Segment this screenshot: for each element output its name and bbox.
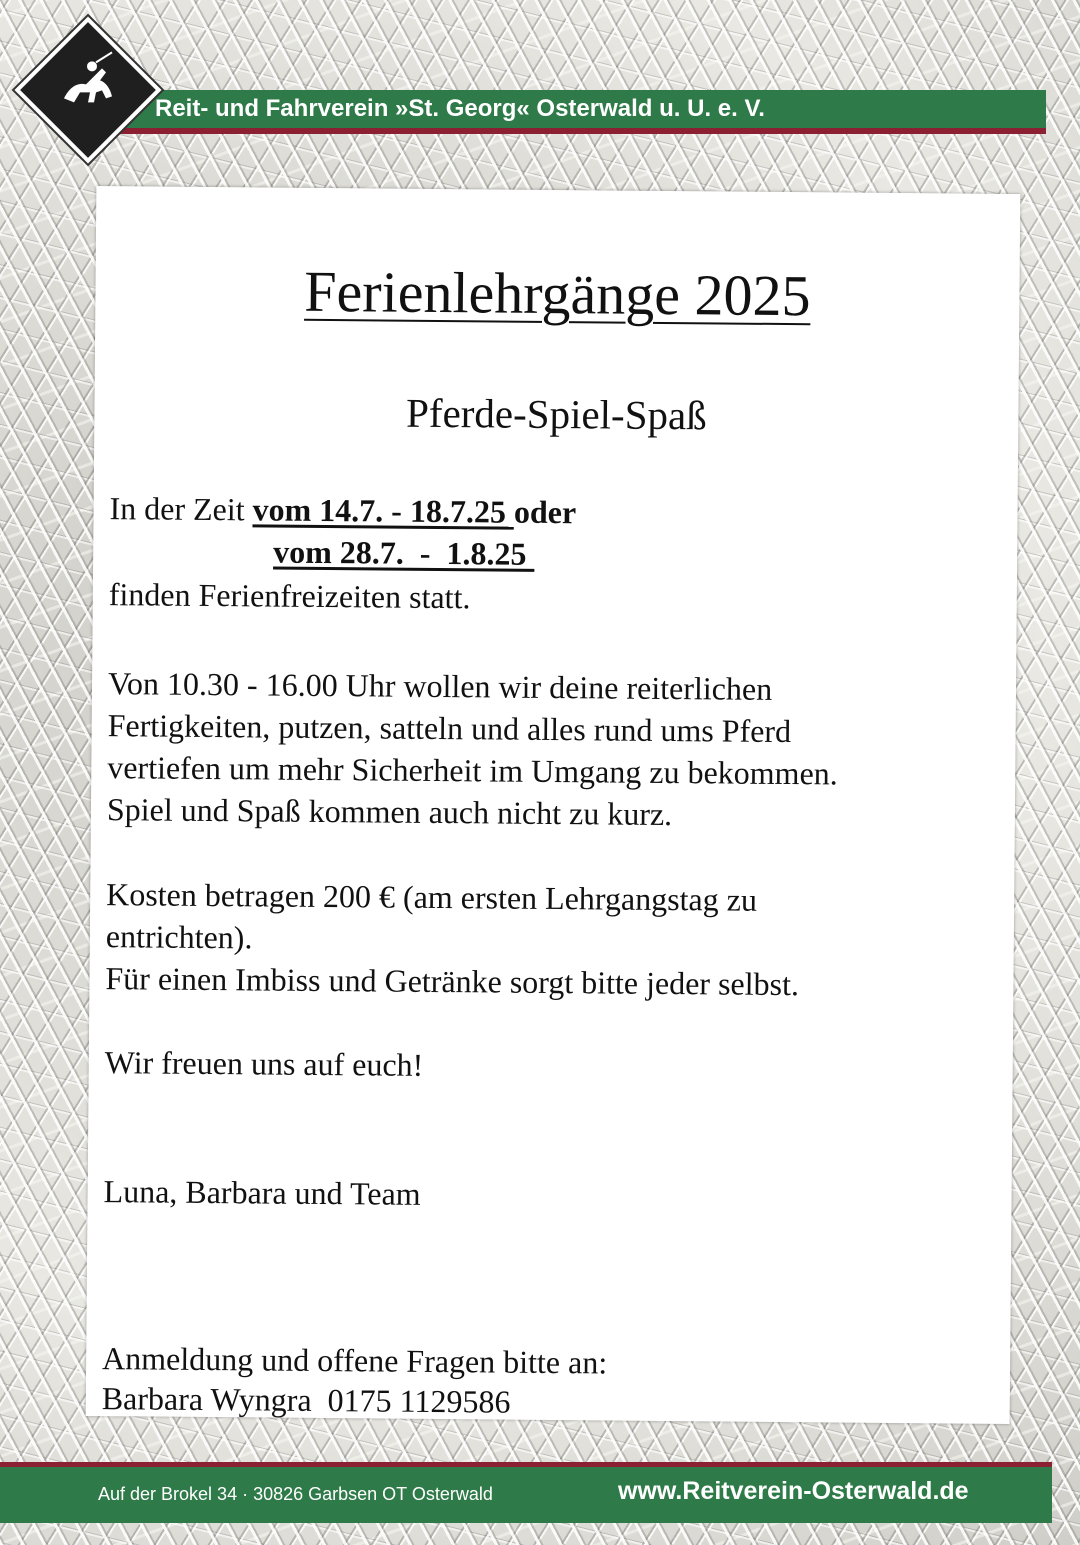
club-name: Reit- und Fahrverein »St. Georg« Osterwald u. U. e. V. xyxy=(155,95,765,122)
contact-line: Anmeldung und offene Fragen bitte an: xyxy=(101,1340,608,1381)
signature: Luna, Barbara und Team xyxy=(103,1173,421,1212)
date-range-2: vom 28.7. - 1.8.25 xyxy=(273,533,535,572)
page-title xyxy=(95,256,1020,331)
paragraph-line: Spiel und Spaß kommen auch nicht zu kurz. xyxy=(106,791,673,833)
cost-line: entrichten). xyxy=(105,918,253,956)
dates-conjunction: oder xyxy=(513,493,577,531)
header-band xyxy=(100,90,1046,134)
cost-line: Kosten betragen 200 € (am ersten Lehrgangstag zu xyxy=(106,876,758,918)
paragraph-line: vertiefen um mehr Sicherheit im Umgang zu bekommen. xyxy=(107,749,838,792)
website-link[interactable]: www.Reitverein-Osterwald.de xyxy=(618,1477,969,1505)
address: Auf der Brokel 34 · 30826 Garbsen OT Osterwald xyxy=(98,1484,493,1504)
dates-line-2 xyxy=(273,532,535,574)
title-text: Ferienlehrgänge 2025 xyxy=(304,258,811,329)
dates-intro: In der Zeit xyxy=(109,490,253,528)
date-range-1: vom 14.7. - 18.7.25 xyxy=(252,491,515,530)
paragraph-line: Von 10.30 - 16.00 Uhr wollen wir deine reiterlichen xyxy=(107,665,773,707)
dates-line-1 xyxy=(109,488,576,532)
footer-band xyxy=(0,1462,1052,1523)
contact-phone: Barbara Wyngra 0175 1129586 xyxy=(101,1380,511,1420)
dates-outro: finden Ferienfreizeiten statt. xyxy=(108,576,471,616)
greeting: Wir freuen uns auf euch! xyxy=(104,1044,424,1083)
subtitle: Pferde-Spiel-Spaß xyxy=(405,389,707,439)
notice-sheet xyxy=(86,186,1021,1424)
snack-line: Für einen Imbiss und Getränke sorgt bitte jeder selbst. xyxy=(105,960,800,1003)
paragraph-line: Fertigkeiten, putzen, satteln und alles rund ums Pferd xyxy=(107,707,792,750)
